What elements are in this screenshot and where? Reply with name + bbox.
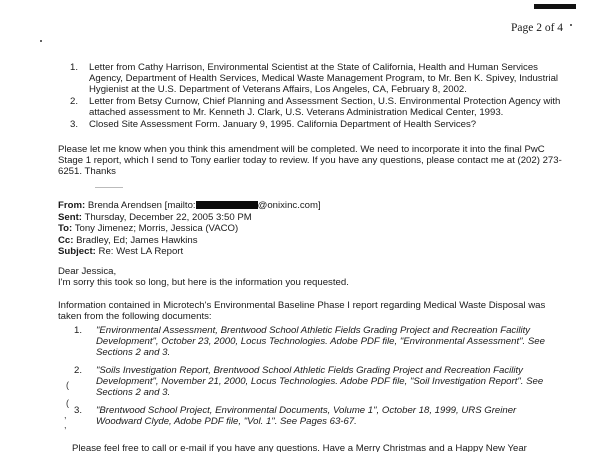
scan-mark: , — [64, 420, 67, 430]
attachments-list — [70, 62, 570, 131]
intro-text: I'm sorry this took so long, but here is the information you requested. — [58, 277, 349, 288]
list-item — [74, 405, 564, 427]
list-text: "Soils Investigation Report, Brentwood School Athletic Fields Grading Project and Recreation Facility Development", November 21, 2000, Locus Technologies. Adobe PDF file, "Soil Investigation Report". See Sections 2 and 3. — [96, 365, 544, 398]
documents-list — [74, 325, 564, 434]
sent-line: Sent: Thursday, December 22, 2005 3:50 PM — [58, 211, 252, 223]
list-number: 1. — [70, 62, 79, 73]
list-text: Closed Site Assessment Form. January 9, 1995. California Department of Health Services? — [89, 119, 477, 130]
list-item — [70, 119, 570, 130]
info-paragraph: Information contained in Microtech's Environmental Baseline Phase I report regarding Medical Waste Disposal was taken from the following documents: — [58, 300, 546, 322]
list-text: "Brentwood School Project, Environmental Documents, Volume 1", October 18, 1999, URS Greiner Woodward Clyde, Adobe PDF file, "Vol. 1". See Pages 63-67. — [96, 405, 517, 427]
list-text: Letter from Betsy Curnow, Chief Planning and Assessment Section, U.S. Environmental Protection Agency with attached assessment to Mr. Kenneth J. Clark, U.S. Veterans Administration Medical Center, 1993. — [89, 96, 561, 118]
page-number: Page 2 of 4 — [511, 22, 564, 34]
redacted-address — [196, 201, 258, 209]
scan-mark: , — [64, 410, 67, 420]
list-text: "Environmental Assessment, Brentwood School Athletic Fields Grading Project and Recreation Facility Development", October 23, 2000, Locus Technologies. Adobe PDF file, "Environmental Assessment". See Sections 2 and 3. — [96, 325, 545, 358]
list-item — [70, 96, 570, 118]
email-header — [58, 200, 558, 258]
from-line: From: Brenda Arendsen [mailto: @onixinc.com] — [58, 200, 321, 211]
list-number: 2. — [74, 365, 83, 376]
subject-line: Subject: Re: West LA Report — [58, 246, 184, 258]
cc-line: Cc: Bradley, Ed; James Hawkins — [58, 234, 198, 246]
scan-speck — [570, 24, 572, 26]
redaction-bar-top — [534, 4, 576, 9]
request-paragraph: Please let me know when you think this amendment will be completed. We need to incorporate it into the final PwC Stage 1 report, which I send to Tony earlier today to review. If you have any questions, please contact me at (202) 273-6251. Thanks — [58, 144, 562, 177]
scan-mark: ( — [66, 380, 69, 390]
list-item — [74, 325, 564, 358]
list-number: 3. — [74, 405, 83, 416]
list-number: 2. — [70, 96, 79, 107]
list-item — [74, 365, 564, 398]
list-number: 3. — [70, 119, 79, 130]
separator-line — [95, 187, 123, 188]
list-item — [70, 62, 570, 95]
scan-speck — [40, 40, 42, 42]
to-line: To: Tony Jimenez; Morris, Jessica (VACO) — [58, 223, 239, 235]
greeting: Dear Jessica, — [58, 266, 117, 277]
closing-line-cut: Please feel free to call or e-mail if you have any questions. Have a Merry Christmas and a Happy New Year — [72, 443, 527, 452]
list-text: Letter from Cathy Harrison, Environmental Scientist at the State of California, Health and Human Services Agency, Department of Health Services, Medical Waste Management Program, to Mr. Ben K. Spivey, Industrial Hygienist at the U.S. Department of Veterans Affairs, Los Angeles, CA, February 8, 2002. — [89, 62, 559, 95]
scan-mark: ( — [66, 398, 69, 408]
list-number: 1. — [74, 325, 83, 336]
